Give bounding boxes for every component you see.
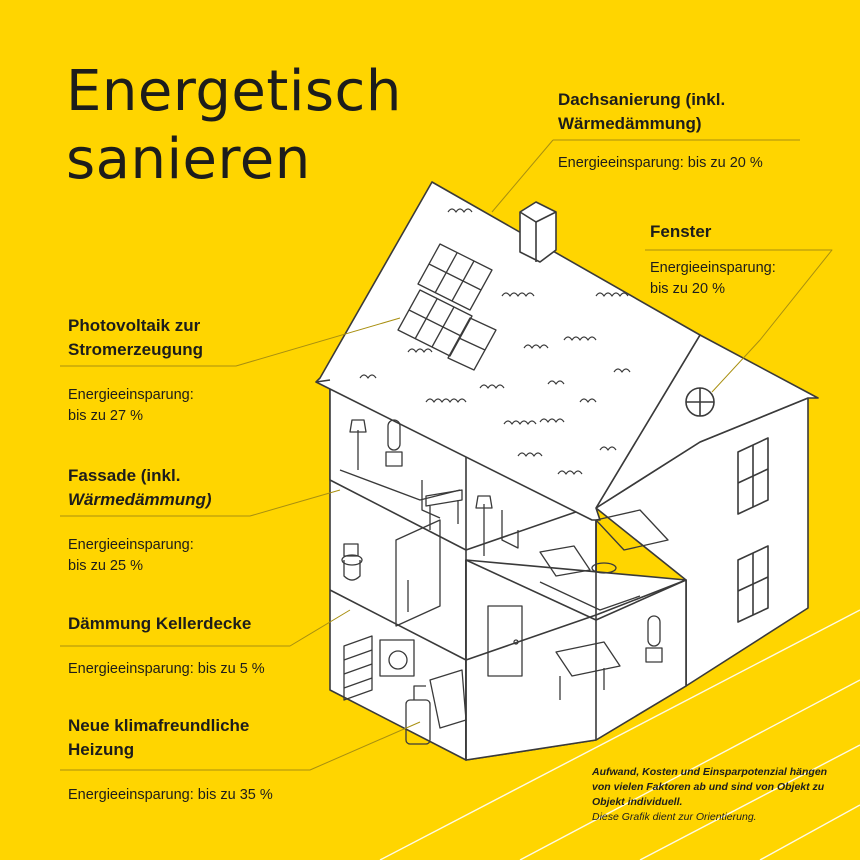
facade-saving-1: Energieeinsparung:	[68, 537, 194, 553]
window-block	[650, 220, 840, 300]
basement-saving: Energieeinsparung: bis zu 5 %	[68, 661, 265, 677]
page-title	[66, 58, 402, 194]
pv-block	[68, 314, 298, 427]
basement-block	[68, 612, 328, 680]
facade-saving-2: bis zu 25 %	[68, 558, 143, 574]
title-line-1: Energetisch	[66, 59, 402, 124]
heating-saving: Energieeinsparung: bis zu 35 %	[68, 787, 273, 803]
pv-heading-2: Stromerzeugung	[68, 340, 204, 359]
title-line-2: sanieren	[66, 127, 311, 192]
disclaimer-bold: Aufwand, Kosten und Einsparpotenzial hängen von vielen Faktoren ab und sind von Objekt zu Objekt individuell.	[592, 766, 828, 808]
roof-saving: Energieeinsparung: bis zu 20 %	[558, 155, 763, 171]
pv-saving-2: bis zu 27 %	[68, 408, 143, 424]
roof-block	[558, 88, 808, 174]
heating-heading-2: Heizung	[68, 740, 135, 759]
pv-heading-1: Photovoltaik zur	[68, 316, 201, 335]
window-saving-2: bis zu 20 %	[650, 281, 725, 297]
facade-heading-2: Wärmedämmung)	[68, 490, 212, 509]
disclaimer-normal: Diese Grafik dient zur Orientierung.	[592, 811, 757, 823]
facade-heading-1: Fassade (inkl.	[68, 466, 181, 485]
pv-saving-1: Energieeinsparung:	[68, 387, 194, 403]
heating-block	[68, 714, 348, 806]
facade-block	[68, 464, 298, 577]
window-saving-1: Energieeinsparung:	[650, 260, 776, 276]
window-heading: Fenster	[650, 222, 712, 241]
basement-heading: Dämmung Kellerdecke	[68, 614, 252, 633]
roof-heading: Dachsanierung (inkl. Wärmedämmung)	[558, 90, 726, 133]
heating-heading-1: Neue klimafreundliche	[68, 716, 250, 735]
chimney	[520, 202, 556, 262]
disclaimer-note	[592, 765, 842, 825]
